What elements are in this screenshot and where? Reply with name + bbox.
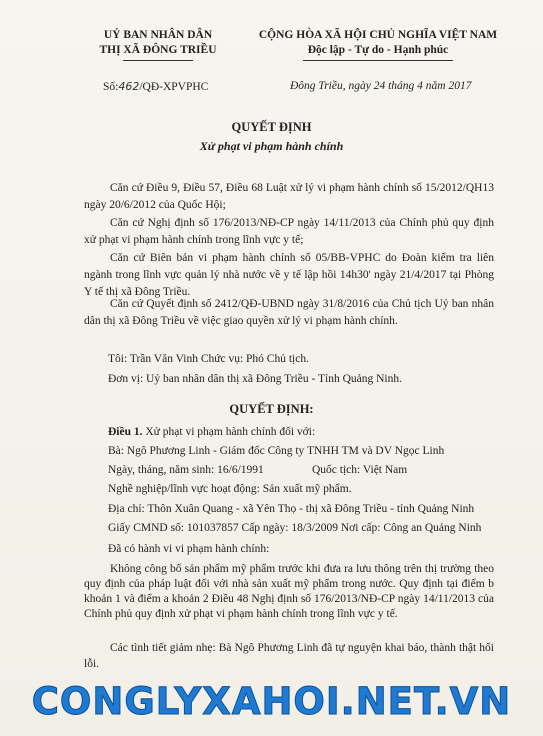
motto-underline [303,60,453,61]
nation-name: CỘNG HÒA XÃ HỘI CHỦ NGHĨA VIỆT NAM [258,29,498,41]
id-card: Giấy CMND số: 101037857 Cấp ngày: 18/3/2009 Nơi cấp: Công an Quảng Ninh [108,522,482,534]
motto: Độc lập - Tự do - Hạnh phúc [307,44,449,56]
legal-basis-3: Căn cứ Biên bản vi phạm hành chính số 05/BB-VPHC do Đoàn kiểm tra liên ngành trong lĩnh vực quản lý nhà nước về y tế lập hồi 14h30' ngày 21/4/2017 tại Phòng Y tế thị xã Đông Triều. [84,252,494,298]
document-number [103,80,208,93]
legal-basis-1: Căn cứ Điều 9, Điều 57, Điều 68 Luật xử lý vi phạm hành chính số 15/2012/QH13 ngày 20/6/2012 của Quốc Hội; [84,182,494,211]
article-1-text: Xử phạt vi phạm hành chính đối với: [142,426,316,438]
authority-line-1: UỶ BAN NHÂN DÂN [103,29,213,41]
address: Địa chỉ: Thôn Xuân Quang - xã Yên Thọ - thị xã Đông Triều - tỉnh Quảng Ninh [108,503,475,515]
legal-basis-4: Căn cứ Quyết định số 2412/QĐ-UBND ngày 31/8/2016 của Chủ tịch Uỷ ban nhân dân thị xã Đông Triều về việc giao quyền xử lý vi phạm hành chính. [84,298,494,327]
article-1-label: Điều 1. [108,426,143,438]
violation-description: Không công bố sản phẩm mỹ phẩm trước khi đưa ra lưu thông trên thị trường theo quy định của pháp luật đối với nhà sản xuất mỹ phẩm trong nước. Quy định tại điểm b khoản 1 và điểm a khoản 2 Điều 48 Nghị định số 176/2013/NĐ-CP ngày 14/11/2013 của Chính phủ quy định xử phạt vi phạm hành chính trong lĩnh vực y tế. [84,563,494,620]
mitigating-circumstances: Các tình tiết giảm nhẹ: Bà Ngô Phương Linh đã tự nguyện khai báo, thành thật hối lỗi. [84,642,494,670]
violator-name: Bà: Ngô Phương Linh - Giám đốc Công ty TNHH TM và DV Ngọc Linh [108,445,445,457]
document-subtitle: Xử phạt vi phạm hành chính [199,139,344,153]
authority-line-2: THỊ XÃ ĐÔNG TRIỀU [99,44,217,56]
signer-line: Tôi: Trần Văn Vinh Chức vụ: Phó Chủ tịch. [108,353,309,365]
article-1 [108,424,508,441]
document-number-handwritten: 462 [118,80,140,93]
legal-basis-2: Căn cứ Nghị định số 176/2013/NĐ-CP ngày 14/11/2013 của Chính phủ quy định xử phạt vi phạm hành chính trong lĩnh vực y tế; [84,217,494,246]
issuing-authority [78,28,238,61]
document-date: Đông Triều, ngày 24 tháng 4 năm 2017 [290,80,472,92]
violation-intro: Đã có hành vi vi phạm hành chính: [108,543,270,555]
nationality: Quốc tịch: Việt Nam [312,464,408,476]
site-watermark: CONGLYXAHOI.NET.VN [31,680,512,723]
document-number-suffix: /QĐ-XPVPHC [139,81,209,93]
national-motto [248,28,508,61]
unit-line: Đơn vị: Uỷ ban nhân dân thị xã Đông Triều - Tỉnh Quảng Ninh. [108,373,402,385]
document-number-prefix: Số: [103,81,119,93]
document-title: QUYẾT ĐỊNH [231,120,312,134]
authority-underline [123,60,193,61]
date-of-birth: Ngày, tháng, năm sinh: 16/6/1991 [108,464,264,476]
birth-nationality-line [108,462,508,479]
occupation: Nghề nghiệp/lĩnh vực hoạt động: Sản xuất mỹ phẩm. [108,483,352,495]
decision-heading: QUYẾT ĐỊNH: [229,402,314,416]
